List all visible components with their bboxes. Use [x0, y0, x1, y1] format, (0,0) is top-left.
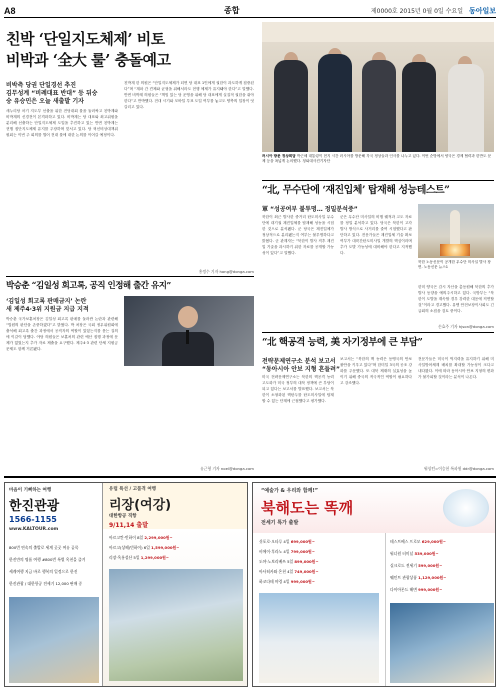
missile-photo	[418, 204, 494, 258]
ad-brand: 한진관광	[9, 499, 60, 514]
story3-subhead: 軍 “성공여부 불투명… 정밀분석중”	[262, 206, 358, 213]
ad2-header	[253, 483, 496, 533]
offer-price: 899,000원~	[294, 559, 319, 564]
divider	[262, 332, 494, 333]
person-body	[318, 54, 352, 152]
ad-divider	[4, 476, 496, 478]
offer-name: 아르고칸·빈하이 8일	[109, 535, 144, 540]
offer-price: 699,000원~	[290, 539, 315, 544]
story1-subhead-1: 비박측 당권 단일경선 추진	[6, 82, 77, 89]
ad-offer[interactable]	[390, 575, 496, 581]
ad-offer[interactable]	[259, 569, 383, 575]
story2-subhead-2: 새 제주4·3위 지원금 지급 지적	[6, 306, 89, 313]
offer-price: 799,000원~	[290, 549, 315, 554]
ad2-offers-right	[385, 533, 496, 687]
offer-price: 599,000원~	[418, 563, 443, 568]
story1-headline-2: 비박과 ‘全大 룰’ 충돌예고	[6, 51, 171, 69]
story1-body-col2: 친박계 한 의원은 “단일지도체제가 되면 당 대표 1인에게 권한이 과도하게 집중된다”며 “계파 간 견제와 균형을 위해서라도 현행 체제가 유지돼야 한다”고 말했다. 반면 비박계 의원들은 “책임 있는 당 운영을 위해 당 대표에게 실질적 권한을 줘야 한다”고 반박했다. 전대 시기와 모바일 투표 도입 여부를 놓고도 양측의 입장이 엇갈리고 있다.	[124, 81, 254, 109]
ad-left-panel	[5, 483, 103, 687]
ad-offer[interactable]	[109, 535, 245, 541]
divider	[6, 276, 254, 277]
offer-price: 749,000원~	[294, 569, 319, 574]
offer-name: 웨인트 관광상품	[390, 575, 417, 580]
ad-line: 한진만의 명품 여행 #800번 특별 옥천을 즐겨	[9, 557, 86, 562]
ad-line: 한진관광 / 대한항공 전세기 12,000 판매 중	[9, 581, 83, 586]
story3-body-col2: 군은 무수단 미사일의 비행 궤적과 고도 자료를 정밀 분석하고 있다. 당국은 북한이 고각 발사 방식으로 사거리를 줄여 시험했다고 판단하고 있다. 전문가들은 재진입체 기술 확보 여부가 대륙간탄도미사일 개발의 핵심이라며 추가 도발 가능성에 대비해야 한다고 지적했다.	[340, 215, 412, 255]
paper-logo: 동아일보	[468, 6, 496, 15]
main-news-photo	[262, 22, 494, 152]
story4-subhead-1: 전략문제연구소 분석 보고서	[262, 358, 336, 365]
ad2-title: 북해도는 똑깨	[261, 499, 354, 517]
story4-headline: “北 핵공격 능력, 美 자기정부에 큰 부담”	[262, 337, 423, 348]
hokkaido-tour-ad[interactable]	[252, 482, 496, 687]
page-number: A8	[4, 5, 16, 16]
ad-line: 세계여행 지금 바로 행복의 일정으로 한진	[9, 569, 78, 574]
ad2-tagline: “예술가 & 우리와 함께!”	[261, 488, 319, 494]
story4-body-col1: 미국 전략문제연구소는 북한의 핵공격 능력 고도화가 미국 정부의 대북 정책에 큰 부담이 되고 있다는 보고서를 발표했다. 보고서는 북한이 소형화된 핵탄두를 탄도미사일에 탑재할 수 있는 단계에 근접했다고 평가했다.	[262, 375, 334, 403]
offer-name: 하코다테 야경 4일	[259, 579, 290, 584]
ad-offer[interactable]	[109, 545, 245, 551]
story2-byline: 유근형 기자 noel@donga.com	[200, 466, 254, 471]
offer-name: 아르고(상해/빈하이) 6일	[109, 545, 150, 550]
microphone-icon	[186, 330, 189, 344]
story1-byline: 홍정수 기자 hong@donga.com	[198, 269, 254, 274]
story1-subhead-3: 숭 유승민은 오늘 새출발 기자	[6, 98, 84, 105]
ad-highlight-sub: 대한항공 직항	[109, 514, 137, 519]
offer-price: 999,000원~	[290, 579, 315, 584]
offer-name: 실크로드 전세기	[390, 563, 417, 568]
offer-name: 도야·노보리베쓰 5일	[259, 559, 294, 564]
issue-meta	[371, 6, 496, 16]
date-line: 제0000호 2015년 0월 0일 수요일	[370, 7, 464, 15]
ad-offer[interactable]	[390, 563, 496, 569]
person-body	[402, 62, 436, 152]
ad-offer[interactable]	[259, 559, 383, 565]
story1-headline-1: 친박 ‘단일지도체제’ 비토	[6, 30, 165, 48]
offer-price: 999,000원~	[418, 587, 443, 592]
ad2-offers-left	[253, 533, 385, 687]
ad-offer[interactable]	[259, 549, 383, 555]
story2-body-cont	[124, 370, 254, 466]
offer-price: 1,129,000원~	[418, 575, 447, 580]
ad2-subtitle: 전세기 특가 출발	[261, 520, 299, 526]
story3-body-col1: 북한이 최근 발사한 중거리 탄도미사일 무수단에 대기권 재진입체를 탑재해 성능을 시험한 것으로 분석됐다. 군 당국은 재진입체가 정상적으로 분리됐는지 여부는 불투명하다고 밝혔다. 군 관계자는 “북한이 발사 직후 재진입 기술을 과시하기 위한 자료를 공개할 가능성이 있다”고 말했다.	[262, 215, 334, 255]
offer-price: 1,299,000원~	[140, 555, 169, 560]
ad2-snow-scene-image	[259, 593, 379, 683]
story4-body-col2: 보고서는 “북한의 핵 능력은 동맹국의 안보 불안을 키우고 있다”며 한미일 3국의 공조 강화를 주문했다. 또 대북 제재의 실효성을 높이기 위해 중국의 적극적인 역할이 필요하다고 강조했다.	[340, 357, 412, 385]
inset-photo-caption: 북한 노동신문이 공개한 무수단 미사일 발사 장면. 노동신문 뉴스1	[418, 260, 491, 270]
story4-subhead-2: “동아시아 안보 지형 흔들려”	[262, 366, 340, 373]
masthead	[4, 4, 496, 18]
story3-headline: “北, 무수단에 ‘재진입체’ 탑재해 성능테스트”	[262, 185, 450, 196]
hanjin-tour-ad[interactable]	[4, 482, 248, 687]
ad-highlight-panel	[103, 483, 248, 529]
ad-offer[interactable]	[109, 555, 245, 561]
ad-phone: 1566-1155	[9, 515, 57, 524]
person-body	[274, 60, 308, 152]
ad-banner: 유럽 특선 / 고품격 여행	[109, 487, 157, 492]
story4-body-col3: 전문가들은 미국이 억지력을 유지하기 위해 미사일방어체계 배치를 확대할 가능성이 크다고 내다봤다. 이에 따라 동아시아 안보 지형의 변화가 불가피할 것이라는 분석이 나온다.	[418, 357, 494, 379]
caption-title: 러시아 방문 정상회담	[262, 154, 296, 158]
ad-highlight-date: 9/11,14 출발	[109, 522, 149, 529]
section-label: 종합	[224, 6, 240, 15]
ad-offer[interactable]	[259, 539, 383, 545]
story3-byline: 손효주 기자 hjson@donga.com	[438, 324, 494, 329]
ad-offer[interactable]	[259, 579, 383, 585]
offer-price: 629,000원~	[421, 539, 446, 544]
story2-photo	[124, 296, 254, 366]
offer-price: 1,599,000원~	[151, 545, 180, 550]
offer-price: 539,000원~	[414, 551, 439, 556]
person-head	[178, 306, 198, 328]
offer-name: 아사히카와 온천 4일	[259, 569, 294, 574]
story2-body: 박승춘 국가보훈처장은 김일성 회고록 판매를 둘러싼 논란과 관련해 “법원의 판단을 존중하겠다”고 밝혔다. 박 처장은 국회 정무위원회에 출석해 회고록 출간 과정에서 공직자의 역할이 있었는지를 묻는 질의에 이같이 답했다. 야당 의원들은 보훈처의 관련 예산 집행 과정에 문제가 없었는지 추가 자료 제출을 요구했다. 제주4·3 관련 단체 지원금 문제도 함께 거론됐다.	[6, 317, 118, 351]
main-photo-caption	[262, 154, 494, 178]
ad-offer[interactable]	[390, 539, 496, 545]
person-body	[362, 60, 396, 152]
ad-tagline: 마음이 기뻐하는 여행	[9, 488, 52, 493]
ad-offers-panel	[103, 529, 248, 687]
person-body	[448, 64, 484, 152]
offer-name: 다이아몬드 해변	[390, 587, 417, 592]
ad-scenery-image	[109, 569, 243, 681]
story4-byline: 워싱턴=이승헌 특파원 ddr@donga.com	[424, 466, 494, 471]
snow-icon	[443, 489, 489, 527]
story1-subhead-2: 김무성계 “비례대표 반대” 등 뒤숭	[6, 90, 98, 97]
story1-body-col1: 새누리당 차기 지도부 선출을 위한 전당대회 룰을 둘러싸고 친박계와 비박계의 신경전이 본격화하고 있다. 비박계는 당 대표와 최고위원을 분리해 선출하는 단일지도체제 도입을 추진하고 있는 반면 친박계는 현행 집단지도체제 유지를 주장하며 맞서고 있다. 당 혁신비상대책위원회는 이번 주 회의를 열어 전대 룰에 대한 논의를 이어갈 예정이다.	[6, 109, 118, 137]
ad-offer[interactable]	[390, 551, 496, 557]
offer-name: 테스트베스 프로모	[390, 539, 421, 544]
ad-highlight-title: 리장(여강)	[109, 498, 172, 513]
offer-name: 삿포로·오타루 4일	[259, 539, 290, 544]
ad-offer[interactable]	[390, 587, 496, 593]
missile-icon	[450, 210, 460, 246]
offer-name: 비에이·후라노 4일	[259, 549, 290, 554]
ad-url[interactable]: www.KALTOUR.com	[9, 527, 59, 532]
exhaust-flame	[440, 244, 470, 256]
ad-line: 800번 연속의 출발로 세계 곳곳 여유 골목	[9, 545, 79, 550]
story2-headline: 박승춘 “김일성 회고록, 공직 인정해 출간 유지”	[6, 281, 171, 291]
offer-price: 2,299,000원~	[144, 535, 173, 540]
offer-name: 워너원 터미널	[390, 551, 414, 556]
offer-name: 리장·옥룡설산 5일	[109, 555, 140, 560]
story2-subhead-1: ‘김일성 회고록 판매금지’ 논란	[6, 298, 87, 305]
story3-body-col3: 한미 양국은 감시 자산을 총동원해 북한의 추가 발사 동향을 예의주시하고 있다. 국방부는 “북한이 도발을 계속할 경우 강력한 대응에 직면할 것”이라고 경고했다. 유엔 안전보장이사회도 긴급회의 소집을 검토 중이다.	[418, 285, 494, 313]
caption-text: 박근혜 대통령이 현지 시간 러시아를 방문해 각국 정상들과 인사를 나누고 있다. 이번 순방에서 양국은 경제 협력과 한반도 문제 등을 폭넓게 논의했다. 청와대사진기자단	[262, 154, 492, 164]
ad2-travel-image	[390, 603, 494, 683]
divider	[262, 180, 494, 181]
ad-landscape-image	[9, 597, 99, 683]
